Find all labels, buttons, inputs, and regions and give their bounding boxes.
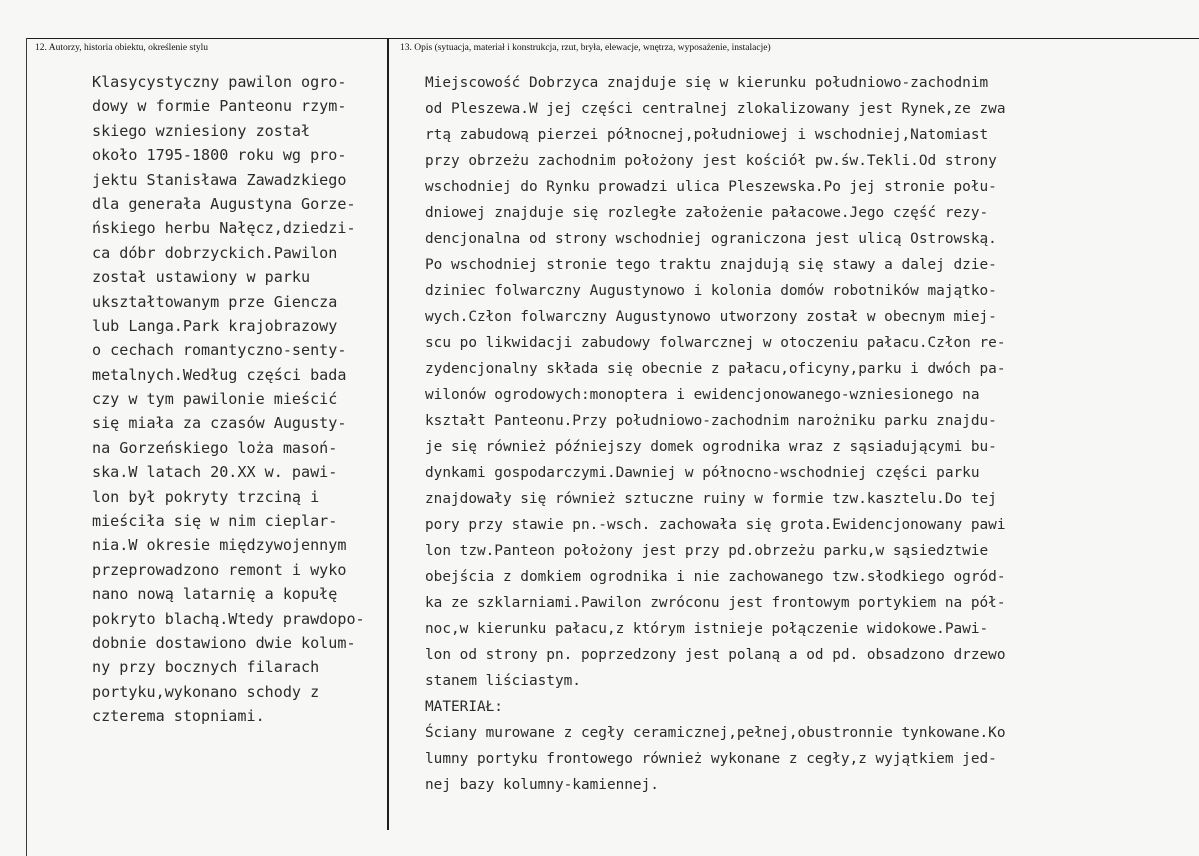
text-line: wych.Człon folwarczny Augustynowo utworzony został w obecnym miej-: [425, 309, 997, 325]
text-line: przeprowadzono remont i wyko: [92, 560, 347, 579]
description-text-block: [425, 70, 1005, 798]
text-line: pokryto blachą.Wtedy prawdopo-: [92, 609, 365, 628]
text-line: ska.W latach 20.XX w. pawi-: [92, 463, 338, 482]
section-12-heading: 12. Autorzy, historia obiektu, określenie stylu: [35, 43, 208, 53]
form-left-border: [26, 38, 27, 856]
text-line: ńskiego herbu Nałęcz,dziedzi-: [92, 219, 356, 238]
text-line: wilonów ogrodowych:monoptera i ewidencjonowanego-wzniesionego na: [425, 387, 980, 403]
history-text-block: [92, 70, 365, 729]
text-line: dynkami gospodarczymi.Dawniej w północno-wschodniej części parku: [425, 465, 980, 481]
section-13-heading: 13. Opis (sytuacja, materiał i konstrukcja, rzut, bryła, elewacje, wnętrza, wyposażenie, instalacje): [400, 43, 771, 53]
text-line: MATERIAŁ:: [425, 699, 503, 715]
text-line: przy obrzeżu zachodnim położony jest kościół pw.św.Tekli.Od strony: [425, 153, 997, 169]
text-line: od Pleszewa.W jej części centralnej zlokalizowany jest Rynek,ze zwa: [425, 101, 1006, 117]
text-line: Po wschodniej stronie tego traktu znajdują się stawy a dalej dzie-: [425, 257, 997, 273]
text-line: został ustawiony w parku: [92, 268, 311, 287]
text-line: dobnie dostawiono dwie kolum-: [92, 633, 356, 652]
text-line: zydencjonalny składa się obecnie z pałacu,oficyny,parku i dwóch pa-: [425, 361, 1006, 377]
text-line: Miejscowość Dobrzyca znajduje się w kierunku południowo-zachodnim: [425, 75, 989, 91]
text-line: lub Langa.Park krajobrazowy: [92, 316, 338, 335]
text-line: ca dóbr dobrzyckich.Pawilon: [92, 243, 338, 262]
text-line: skiego wzniesiony został: [92, 121, 311, 140]
text-line: na Gorzeńskiego loża masoń-: [92, 438, 338, 457]
form-top-border: [26, 38, 1199, 39]
text-line: je się również późniejszy domek ogrodnika wraz z sąsiadującymi bu-: [425, 439, 997, 455]
text-line: się miała za czasów Augusty-: [92, 414, 347, 433]
text-line: Ściany murowane z cegły ceramicznej,pełnej,obustronnie tynkowane.Ko: [425, 725, 1006, 741]
text-line: obejścia z domkiem ogrodnika i nie zachowanego tzw.słodkiego ogród-: [425, 569, 1006, 585]
text-line: metalnych.Według części bada: [92, 365, 347, 384]
text-line: jektu Stanisława Zawadzkiego: [92, 170, 347, 189]
text-line: lumny portyku frontowego również wykonane z cegły,z wyjątkiem jed-: [425, 751, 997, 767]
text-line: dla generała Augustyna Gorze-: [92, 194, 356, 213]
text-line: pory przy stawie pn.-wsch. zachowała się grota.Ewidencjonowany pawi: [425, 517, 1006, 533]
text-line: noc,w kierunku pałacu,z którym istnieje połączenie widokowe.Pawi-: [425, 621, 989, 637]
text-line: scu po likwidacji zabudowy folwarcznej w otoczeniu pałacu.Człon re-: [425, 335, 1006, 351]
text-line: kształt Panteonu.Przy południowo-zachodnim narożniku parku znajdu-: [425, 413, 997, 429]
text-line: czterema stopniami.: [92, 707, 265, 726]
text-line: dziniec folwarczny Augustynowo i kolonia domów robotników majątko-: [425, 283, 997, 299]
text-line: ka ze szklarniami.Pawilon zwróconu jest frontowym portykiem na pół-: [425, 595, 1006, 611]
text-line: nej bazy kolumny-kamiennej.: [425, 777, 659, 793]
text-line: rtą zabudową pierzei północnej,południowej i wschodniej,Natomiast: [425, 127, 989, 143]
text-line: stanem liściastym.: [425, 673, 581, 689]
text-line: o cechach romantyczno-senty-: [92, 341, 347, 360]
text-line: lon od strony pn. poprzedzony jest polaną a od pd. obsadzono drzewo: [425, 647, 1006, 663]
text-line: mieściła się w nim cieplar-: [92, 512, 338, 531]
text-line: znajdowały się również sztuczne ruiny w formie tzw.kasztelu.Do tej: [425, 491, 997, 507]
text-line: czy w tym pawilonie mieścić: [92, 390, 338, 409]
text-line: lon był pokryty trzciną i: [92, 487, 320, 506]
text-line: Klasycystyczny pawilon ogro-: [92, 73, 347, 91]
text-line: dowy w formie Panteonu rzym-: [92, 97, 347, 116]
text-line: nia.W okresie międzywojennym: [92, 536, 347, 555]
text-line: lon tzw.Panteon położony jest przy pd.obrzeżu parku,w sąsiedztwie: [425, 543, 989, 559]
text-line: ukształtowanym prze Giencza: [92, 292, 338, 311]
text-line: ny przy bocznych filarach: [92, 658, 320, 677]
column-divider: [387, 38, 389, 830]
text-line: wschodniej do Rynku prowadzi ulica Pleszewska.Po jej stronie połu-: [425, 179, 997, 195]
text-line: dencjonalna od strony wschodniej ograniczona jest ulicą Ostrowską.: [425, 231, 997, 247]
text-line: portyku,wykonano schody z: [92, 682, 320, 701]
text-line: około 1795-1800 roku wg pro-: [92, 146, 347, 165]
text-line: dniowej znajduje się rozległe założenie pałacowe.Jego część rezy-: [425, 205, 989, 221]
text-line: nano nową latarnię a kopułę: [92, 585, 338, 604]
